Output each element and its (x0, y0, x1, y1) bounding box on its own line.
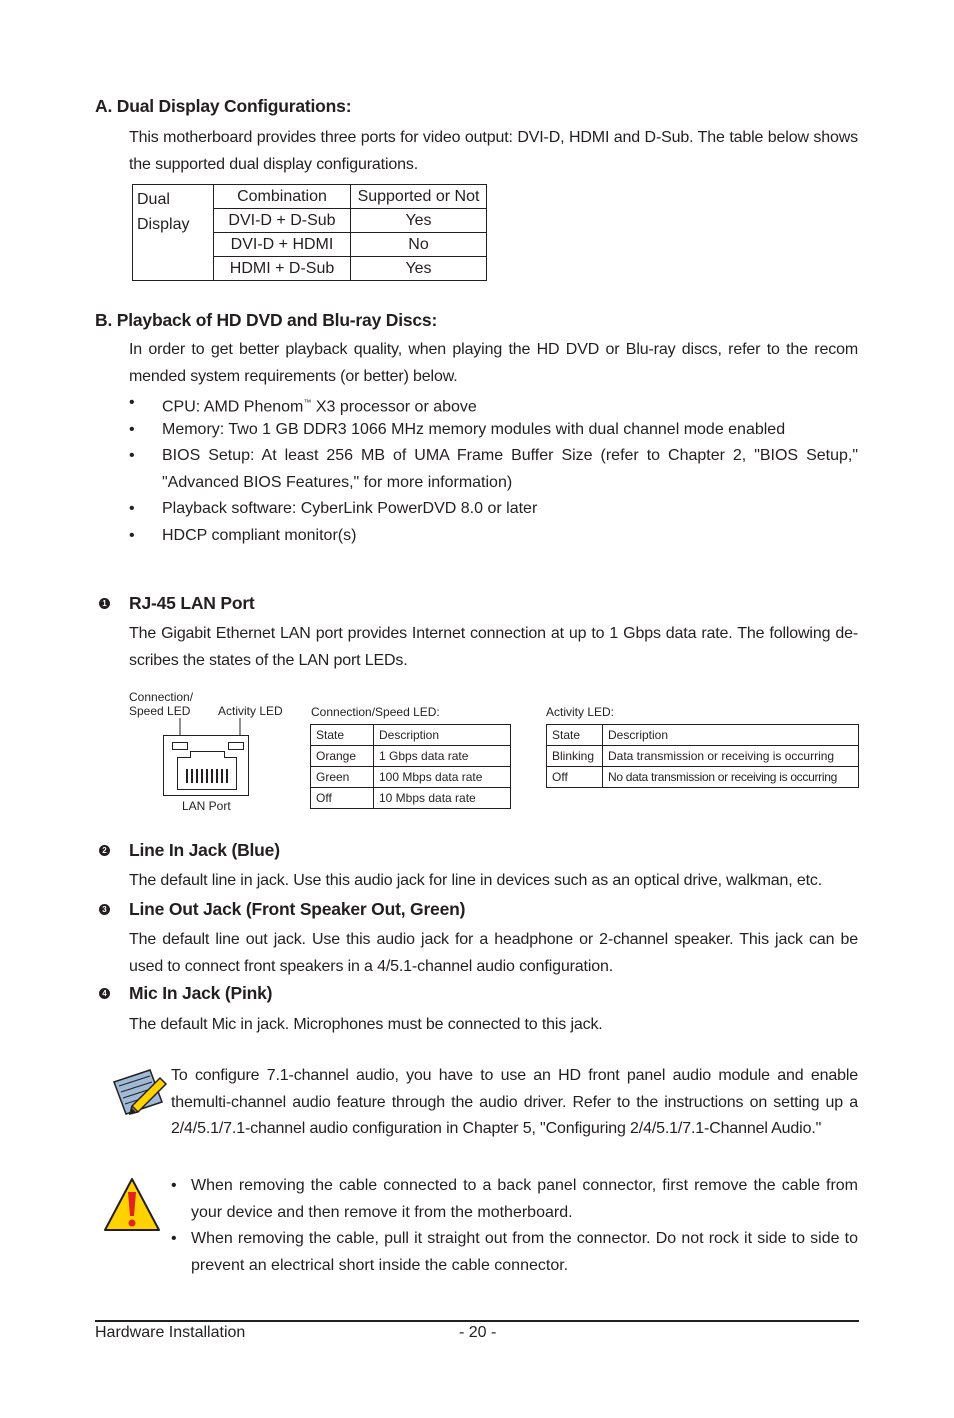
bullet-icon: • (129, 421, 135, 438)
state-cell: Off (547, 767, 603, 788)
col-header-state: State (547, 725, 603, 746)
speed-led-title: Connection/Speed LED: (311, 705, 440, 719)
mic-in-heading: Mic In Jack (Pink) (129, 983, 273, 1003)
table-row (547, 767, 859, 788)
state-cell: Green (311, 767, 374, 788)
col-header-combination: Combination (214, 185, 351, 209)
list-item (129, 523, 858, 550)
line-in-heading: Line In Jack (Blue) (129, 840, 280, 860)
bullet-icon: • (171, 1177, 177, 1194)
description-cell: 1 Gbps data rate (374, 746, 511, 767)
conn-speed-led-label (129, 690, 193, 718)
support-cell: Yes (351, 257, 487, 281)
state-cell: Blinking (547, 746, 603, 767)
activity-led-title: Activity LED: (546, 705, 615, 719)
description-cell: Data transmission or receiving is occurring (603, 746, 859, 767)
speed-led-table (310, 724, 511, 809)
bullet-icon: • (129, 394, 135, 411)
description-cell: 100 Mbps data rate (374, 767, 511, 788)
list-item (129, 390, 858, 417)
activity-led-label: Activity LED (218, 704, 283, 718)
dual-display-table (132, 184, 487, 281)
list-item (171, 1173, 858, 1227)
row-label-line-1: Dual (137, 191, 170, 208)
caution-text-1: When removing the cable connected to a back panel connector, first remove the cable from your device and then remove it from the motherboard. (191, 1177, 858, 1221)
description-cell: No data transmission or receiving is occurring (603, 767, 859, 788)
note-pencil-icon (110, 1064, 168, 1116)
row-label-line-2: Display (137, 216, 190, 233)
mic-in-text: The default Mic in jack. Microphones must be connected to this jack. (129, 1016, 603, 1033)
bullet-icon: • (129, 527, 135, 544)
line-out-heading: Line Out Jack (Front Speaker Out, Green) (129, 899, 466, 919)
table-row (311, 788, 511, 809)
conn-speed-label-line-1: Connection/ (129, 690, 194, 704)
section-a-heading: A. Dual Display Configurations: (95, 96, 352, 116)
conn-speed-label-line-2: Speed LED (129, 704, 191, 718)
lan-port-label: LAN Port (182, 799, 231, 813)
col-header-supported: Supported or Not (351, 185, 487, 209)
section-b-text: In order to get better playback quality, when playing the HD DVD or Blu-ray discs, refer to the recom mended system requirements (or better) below. (129, 341, 858, 385)
number-badge-2: 2 (99, 845, 110, 856)
lan-heading: RJ-45 LAN Port (129, 593, 255, 613)
caution-text-2: When removing the cable, pull it straight out from the connector. Do not rock it side to side to prevent an electrical short inside the cable connector. (191, 1230, 858, 1274)
number-badge-4: 4 (99, 988, 110, 999)
list-item (129, 496, 858, 523)
trademark-mark: ™ (303, 398, 312, 407)
list-item (129, 443, 858, 497)
list-item (129, 417, 858, 444)
table-row (547, 746, 859, 767)
footer-section-title: Hardware Installation (95, 1324, 246, 1341)
cpu-text: CPU: AMD Phenom (162, 398, 304, 416)
col-header-state: State (311, 725, 374, 746)
bullet-icon: • (129, 500, 135, 517)
dual-display-row-label (133, 185, 214, 281)
activity-led-table (546, 724, 859, 788)
line-in-text: The default line in jack. Use this audio jack for line in devices such as an optical drive, walkman, etc. (129, 872, 823, 889)
number-badge-3: 3 (99, 904, 110, 915)
combination-cell: HDMI + D-Sub (214, 257, 351, 281)
monitor-requirement: HDCP compliant monitor(s) (162, 527, 357, 544)
bullet-icon: • (129, 447, 135, 464)
software-requirement: Playback software: CyberLink PowerDVD 8.0 or later (162, 500, 538, 517)
table-row (311, 746, 511, 767)
lan-text: The Gigabit Ethernet LAN port provides Internet connection at up to 1 Gbps data rate. The following de- scribes the states of the LAN port LEDs. (129, 625, 858, 669)
note-text: To configure 7.1-channel audio, you have to use an HD front panel audio module and enable themulti-channel audio feature through the audio driver. Refer to the instructions on setting up a 2/4/5.1/7.1-channel audio configuration in Chapter 5, "Configuring 2/4/5.1/7.1-Channel Audio." (171, 1067, 858, 1137)
section-a-text: This motherboard provides three ports for video output: DVI-D, HDMI and D-Sub. The table below shows the supported dual display configurations. (129, 129, 858, 173)
col-header-description: Description (603, 725, 859, 746)
cpu-text-suffix: X3 processor or above (311, 398, 477, 416)
combination-cell: DVI-D + HDMI (214, 233, 351, 257)
lan-port-icon (160, 715, 260, 800)
state-cell: Orange (311, 746, 374, 767)
number-badge-1: 1 (99, 598, 110, 609)
description-cell: 10 Mbps data rate (374, 788, 511, 809)
combination-cell: DVI-D + D-Sub (214, 209, 351, 233)
col-header-description: Description (374, 725, 511, 746)
table-row (311, 767, 511, 788)
section-b-heading: B. Playback of HD DVD and Blu-ray Discs: (95, 310, 438, 330)
page-number: - 20 - (459, 1324, 497, 1341)
support-cell: No (351, 233, 487, 257)
memory-requirement: Memory: Two 1 GB DDR3 1066 MHz memory modules with dual channel mode enabled (162, 421, 786, 438)
caution-icon (102, 1176, 162, 1234)
bullet-icon: • (171, 1230, 177, 1247)
footer-rule (95, 1320, 859, 1322)
bios-requirement: BIOS Setup: At least 256 MB of UMA Frame Buffer Size (refer to Chapter 2, "BIOS Setup," "Advanced BIOS Features," for more information) (162, 447, 858, 491)
list-item (171, 1226, 858, 1280)
support-cell: Yes (351, 209, 487, 233)
line-out-text: The default line out jack. Use this audio jack for a headphone or 2-channel speaker. This jack can be used to connect front speakers in a 4/5.1-channel audio configuration. (129, 931, 858, 975)
state-cell: Off (311, 788, 374, 809)
